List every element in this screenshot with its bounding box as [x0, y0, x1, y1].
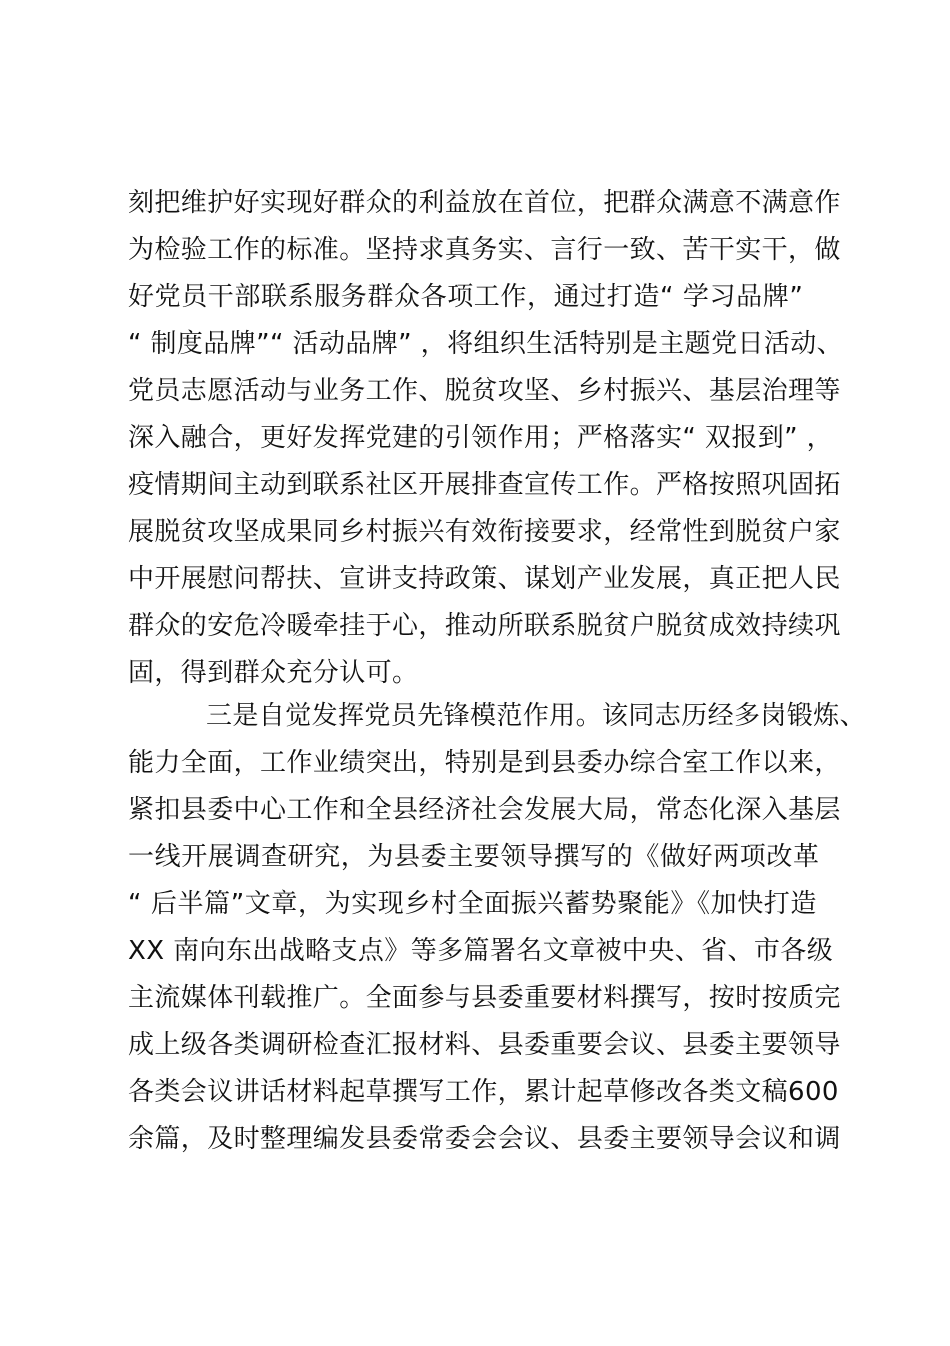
text-line: XX 南向东出战略支点》等多篇署名文章被中央、省、市各级	[128, 936, 834, 966]
text-line: 疫情期间主动到联系社区开展排查宣传工作。严格按照巩固拓	[128, 470, 841, 500]
text-line-indented: 三是自觉发挥党员先锋模范作用。该同志历经多岗锻炼、	[206, 701, 867, 731]
text-line: 余篇，及时整理编发县委常委会会议、县委主要领导会议和调	[128, 1124, 841, 1154]
text-line: 固，得到群众充分认可。	[128, 658, 419, 688]
text-line: “ 后半篇”文章，为实现乡村全面振兴蓄势聚能》《加快打造	[128, 889, 818, 919]
text-line: 刻把维护好实现好群众的利益放在首位，把群众满意不满意作	[128, 188, 841, 218]
text-line: 深入融合，更好发挥党建的引领作用；严格落实“ 双报到” ，	[128, 423, 834, 453]
text-line: “ 制度品牌”“ 活动品牌” ，将组织生活特别是主题党日活动、	[128, 329, 844, 359]
paragraph-continued	[128, 180, 844, 697]
text-line: 能力全面，工作业绩突出，特别是到县委办综合室工作以来，	[128, 748, 841, 778]
text-line: 紧扣县委中心工作和全县经济社会发展大局，常态化深入基层	[128, 795, 841, 825]
text-line: 群众的安危冷暖牵挂于心，推动所联系脱贫户脱贫成效持续巩	[128, 611, 841, 641]
text-line: 一线开展调查研究，为县委主要领导撰写的《做好两项改革	[128, 842, 820, 872]
text-line: 各类会议讲话材料起草撰写工作，累计起草修改各类文稿600	[128, 1077, 839, 1107]
text-line: 好党员干部联系服务群众各项工作，通过打造“ 学习品牌”	[128, 282, 804, 312]
text-line: 展脱贫攻坚成果同乡村振兴有效衔接要求，经常性到脱贫户家	[128, 517, 841, 547]
text-line: 为检验工作的标准。坚持求真务实、言行一致、苦干实干，做	[128, 235, 841, 265]
paragraph-three	[128, 693, 867, 1163]
text-line: 党员志愿活动与业务工作、脱贫攻坚、乡村振兴、基层治理等	[128, 376, 841, 406]
text-line: 成上级各类调研检查汇报材料、县委重要会议、县委主要领导	[128, 1030, 841, 1060]
text-line: 中开展慰问帮扶、宣讲支持政策、谋划产业发展，真正把人民	[128, 564, 841, 594]
text-line: 主流媒体刊载推广。全面参与县委重要材料撰写，按时按质完	[128, 983, 841, 1013]
